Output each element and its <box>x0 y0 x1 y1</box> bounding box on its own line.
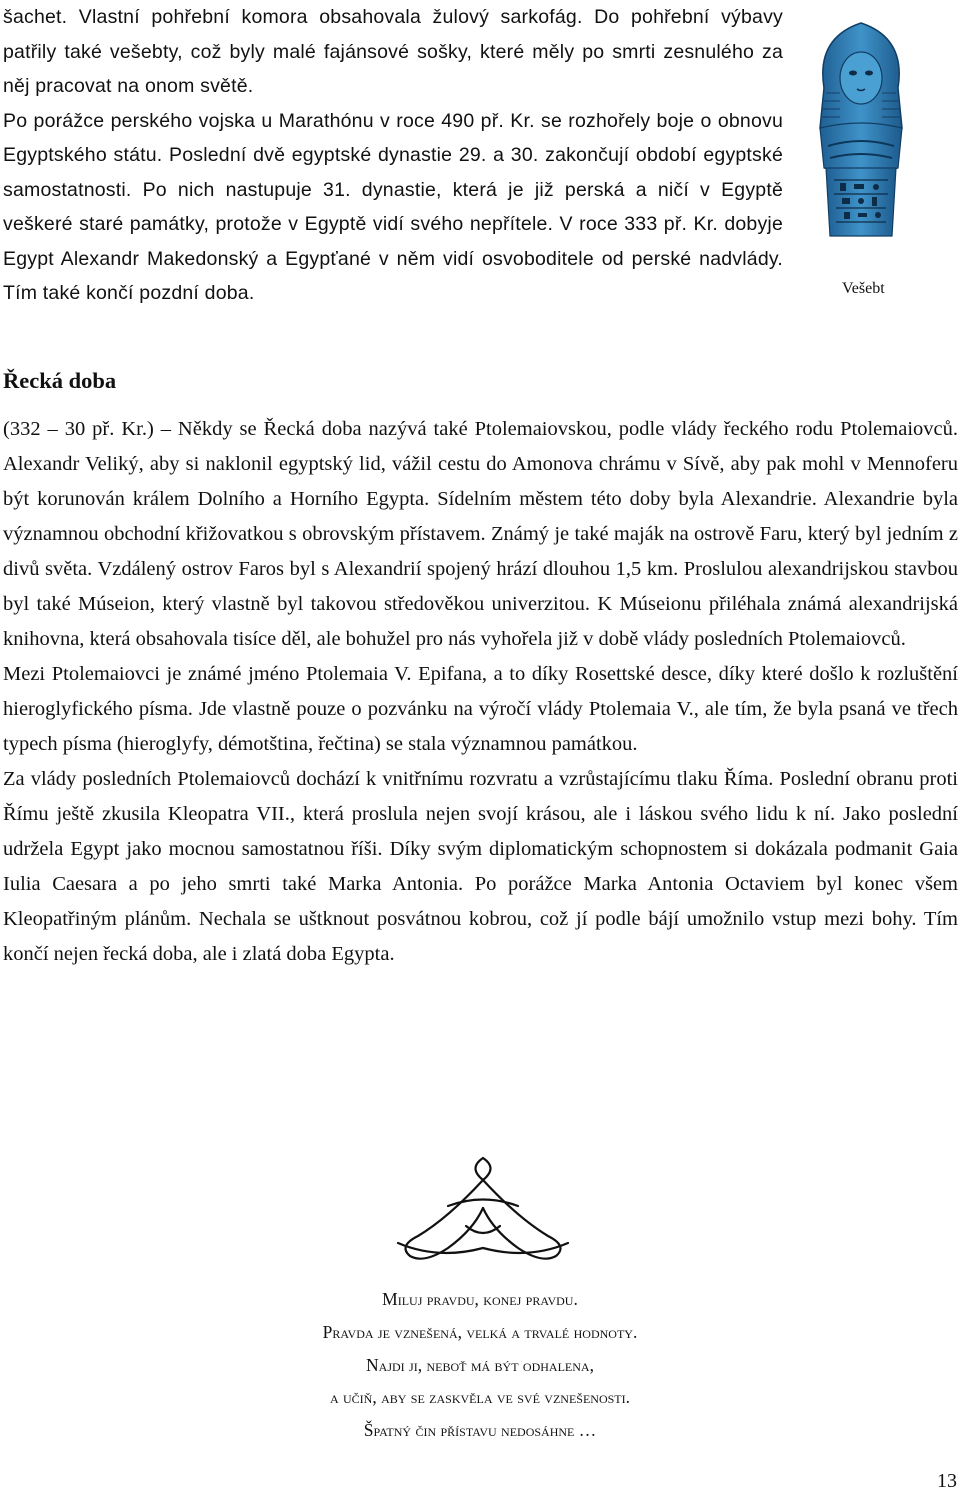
quote-line-4: a učiň, aby se zaskvěla ve své vznešenosti. <box>329 1387 631 1408</box>
decorative-ornament <box>388 1148 578 1268</box>
ushabti-image <box>806 18 916 238</box>
intro-text <box>3 0 783 311</box>
figure-caption: Vešebt <box>842 280 885 297</box>
closing-quote <box>200 1283 760 1447</box>
quote-line-1: Miluj pravdu, konej pravdu. <box>382 1289 578 1309</box>
section-heading: Řecká doba <box>3 368 117 393</box>
body-paragraph-2: Mezi Ptolemaiovci je známé jméno Ptolemaia V. Epifana, a to díky Rosettské desce, díky které došlo k rozluštění hieroglyfického písma. Jde vlastně pouze o pozvánku na výročí vlády Ptolemaia V., ale tím, že byla psaná ve třech typech písma (hieroglyfy, démotština, řečtina) se stala významnou památkou. <box>3 663 958 755</box>
quote-line-3: Najdi ji, neboť má být odhalena, <box>366 1354 594 1375</box>
quote-line-5: Špatný čin přístavu nedosáhne … <box>363 1420 597 1441</box>
section-body <box>3 412 958 972</box>
body-paragraph-3: Za vlády posledních Ptolemaiovců dochází k vnitřnímu rozvratu a vzrůstajícímu tlaku Říma. Poslední obranu proti Římu ještě zkusila Kleopatra VII., která proslula nejen svojí krásou, ale i láskou svého lidu k ní. Jako poslední udržela Egypt jako mocnou samostatnou říši. Díky svým diplomatickým schopnostem si dokázala podmanit Gaia Iulia Caesara a po jeho smrti také Marka Antonia. Po porážce Marka Antonia Octaviem byl konec všem Kleopatřiným plánům. Nechala se uštknout posvátnou kobrou, což jí podle bájí umožnilo vstup mezi bohy. Tím končí nejen řecká doba, ale i zlatá doba Egypta. <box>3 768 958 965</box>
body-paragraph-1: (332 – 30 př. Kr.) – Někdy se Řecká doba nazývá také Ptolemaiovskou, podle vlády řeckého rodu Ptolemaiovců. Alexandr Veliký, aby si naklonil egyptský lid, vážil cestu do Amonova chrámu v Sívě, aby pak mohl v Mennoferu být korunován králem Dolního a Horního Egypta. Sídelním městem této doby byla Alexandrie. Alexandrie byla významnou obchodní křižovatkou s obrovským přístavem. Známý je také maják na ostrově Faru, který byl jedním z divů světa. Vzdálený ostrov Faros byl s Alexandrií spojený hrází dlouhou 1,5 km. Proslulou alexandrijskou stavbou byl také Múseion, který vlastně byl takovou středověkou univerzitou. K Múseionu přiléhala známá alexandrijská knihovna, která obsahovala tisíce děl, ale bohužel pro nás vyhořela již v době vlády posledních Ptolemaiovců. <box>3 418 958 650</box>
ushabti-figure <box>806 18 916 297</box>
page-number: 13 <box>937 1470 957 1492</box>
intro-paragraph-2: Po porážce perského vojska u Marathónu v roce 490 př. Kr. se rozhořely boje o obnovu Egyptského státu. Poslední dvě egyptské dynastie 29. a 30. zakončují období egyptské samostatnosti. Po nich nastupuje 31. dynastie, která je již perská a ničí v Egyptě veškeré staré památky, protože v Egyptě vidí svého nepřítele. V roce 333 př. Kr. dobyje Egypt Alexandr Makedonský a Egypťané v něm vidí osvoboditele od perské nadvlády. Tím také končí pozdní doba. <box>3 109 783 304</box>
quote-line-2: Pravda je vznešená, velká a trvalé hodnoty. <box>322 1321 638 1342</box>
intro-paragraph-1: šachet. Vlastní pohřební komora obsahovala žulový sarkofág. Do pohřební výbavy patřily také vešebty, což byly malé fajánsové sošky, které měly po smrti zesnulého za něj pracovat na onom světě. <box>3 6 783 97</box>
